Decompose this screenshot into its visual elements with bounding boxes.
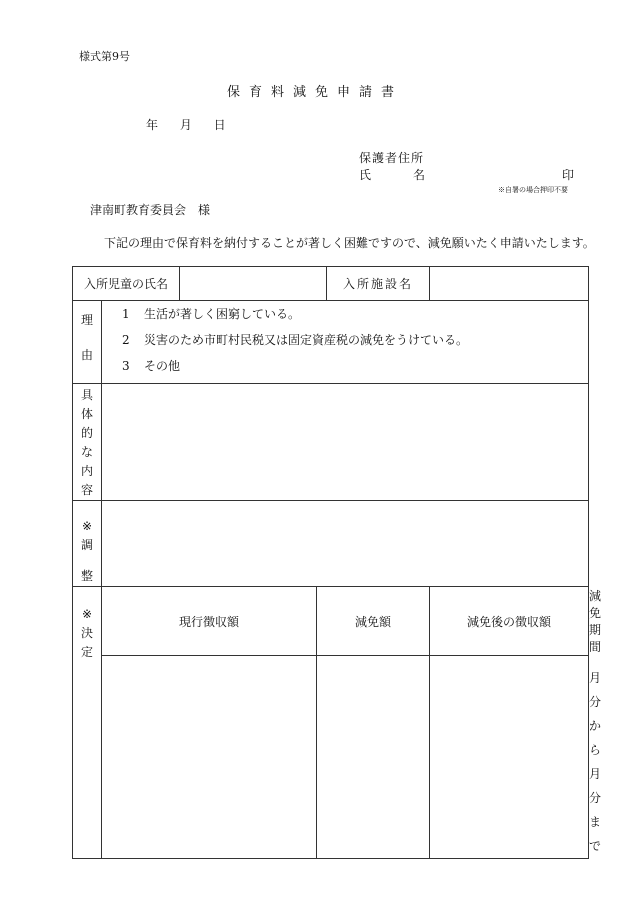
reason-text: その他 xyxy=(144,359,181,373)
reduction-amount-field[interactable] xyxy=(317,656,430,859)
details-label-char: な xyxy=(80,445,93,459)
reason-item[interactable] xyxy=(122,331,588,357)
details-label-char: 的 xyxy=(80,426,93,440)
details-label-char: 体 xyxy=(80,407,93,421)
fee-after-reduction-field[interactable] xyxy=(430,656,589,859)
reason-label-char: 理 xyxy=(80,313,93,327)
child-name-field[interactable] xyxy=(180,267,327,301)
name-label xyxy=(359,166,425,183)
details-label-char: 具 xyxy=(80,388,93,402)
application-table: 入所児童の氏名 入所施設名 理 由 1 生活が著しく困窮している。 2 災害のため市町村民税又は固定資産税の減免をうけている。 3 その他 具 体 的 な 内 容 ※ 調 整 ※ 決 定 現行徴収額 減免額 減免後の徴収額 減免期間 月分から 月分まで xyxy=(72,266,589,859)
details-field[interactable] xyxy=(102,384,589,501)
name-label-second: 名 xyxy=(413,168,426,182)
decision-label-char: ※ xyxy=(81,607,93,621)
details-label xyxy=(73,384,102,501)
adjustment-label-char: ※ xyxy=(81,519,93,533)
details-label-char: 内 xyxy=(80,464,93,478)
reason-number: 3 xyxy=(122,359,130,373)
adjustment-label-char: 整 xyxy=(80,569,93,583)
facility-label: 入所施設名 xyxy=(327,267,430,301)
reason-number: 2 xyxy=(122,333,130,347)
reason-item[interactable] xyxy=(122,305,588,331)
current-fee-header: 現行徴収額 xyxy=(102,587,317,656)
seal-mark: 印 xyxy=(562,168,575,182)
decision-label-char: 定 xyxy=(80,645,93,659)
form-number: 様式第9号 xyxy=(79,50,130,63)
guardian-address-label: 保護者住所 xyxy=(359,151,425,165)
adjustment-label xyxy=(73,501,102,587)
reason-label xyxy=(73,301,102,384)
intro-text: 下記の理由で保育料を納付することが著しく困難ですので、減免願いたく申請いたします。 xyxy=(104,236,595,250)
name-label-first: 氏 xyxy=(359,168,372,182)
reason-list xyxy=(102,301,589,384)
adjustment-field[interactable] xyxy=(102,501,589,587)
reason-text: 生活が著しく困窮している。 xyxy=(144,307,301,321)
child-name-label: 入所児童の氏名 xyxy=(73,267,180,301)
facility-field[interactable] xyxy=(430,267,589,301)
reduction-amount-header: 減免額 xyxy=(317,587,430,656)
adjustment-label-char: 調 xyxy=(80,538,93,552)
reason-text: 災害のため市町村民税又は固定資産税の減免をうけている。 xyxy=(144,333,469,347)
reason-number: 1 xyxy=(122,307,130,321)
current-fee-field[interactable] xyxy=(102,656,317,859)
decision-label-char: 決 xyxy=(80,626,93,640)
seal-note: ※自署の場合押印不要 xyxy=(498,186,568,194)
document-title: 保育料減免申請書 xyxy=(226,85,403,100)
reason-label-char: 由 xyxy=(80,348,93,362)
decision-label xyxy=(73,587,102,859)
details-label-char: 容 xyxy=(80,483,93,497)
date-line: 年 月 日 xyxy=(146,118,226,132)
addressee: 津南町教育委員会 様 xyxy=(90,203,211,217)
reason-item[interactable] xyxy=(122,357,588,383)
fee-after-reduction-header: 減免後の徴収額 xyxy=(430,587,589,656)
